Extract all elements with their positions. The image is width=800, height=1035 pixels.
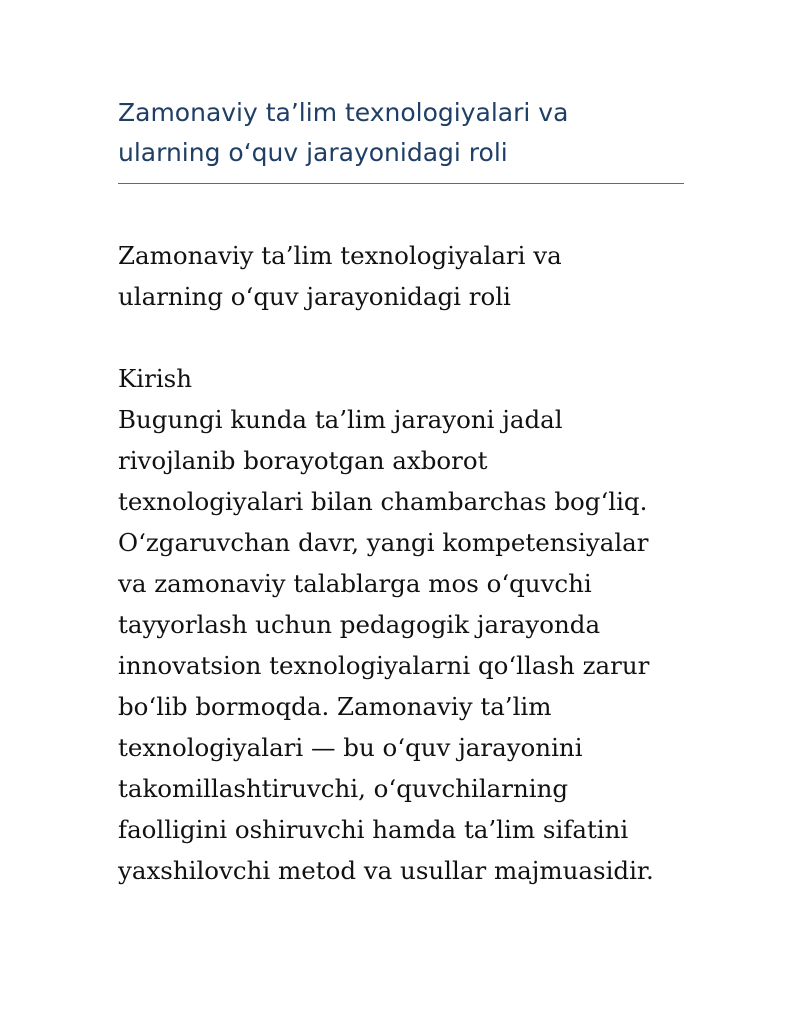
document-title-line-2: ularning o‘quv jarayonidagi roli bbox=[118, 282, 511, 311]
section-heading: Kirish bbox=[118, 364, 193, 393]
header-title-line-1: Zamonaviy ta’lim texnologiyalari va bbox=[118, 98, 569, 127]
header-title bbox=[118, 93, 684, 173]
document-body bbox=[118, 235, 698, 891]
paragraph-line: yaxshilovchi metod va usullar majmuasidir. bbox=[118, 856, 654, 885]
paragraph-line: Bugungi kunda ta’lim jarayoni jadal bbox=[118, 405, 563, 434]
paragraph-line: tayyorlash uchun pedagogik jarayonda bbox=[118, 610, 601, 639]
page-header bbox=[118, 93, 684, 184]
paragraph-line: innovatsion texnologiyalarni qo‘llash zarur bbox=[118, 651, 650, 680]
paragraph-line: faolligini oshiruvchi hamda ta’lim sifatini bbox=[118, 815, 629, 844]
paragraph-line: rivojlanib borayotgan axborot bbox=[118, 446, 488, 475]
paragraph-line: va zamonaviy talablarga mos o‘quvchi bbox=[118, 569, 592, 598]
paragraph-line: bo‘lib bormoqda. Zamonaviy ta’lim bbox=[118, 692, 552, 721]
document-title-line-1: Zamonaviy ta’lim texnologiyalari va bbox=[118, 241, 562, 270]
intro-paragraph bbox=[118, 399, 698, 891]
header-divider bbox=[118, 183, 684, 184]
blank-line bbox=[118, 317, 698, 358]
paragraph-line: texnologiyalari — bu o‘quv jarayonini bbox=[118, 733, 583, 762]
document-title bbox=[118, 235, 698, 317]
paragraph-line: O‘zgaruvchan davr, yangi kompetensiyalar bbox=[118, 528, 649, 557]
paragraph-line: takomillashtiruvchi, o‘quvchilarning bbox=[118, 774, 569, 803]
header-title-line-2: ularning o‘quv jarayonidagi roli bbox=[118, 138, 508, 167]
paragraph-line: texnologiyalari bilan chambarchas bog‘liq. bbox=[118, 487, 648, 516]
